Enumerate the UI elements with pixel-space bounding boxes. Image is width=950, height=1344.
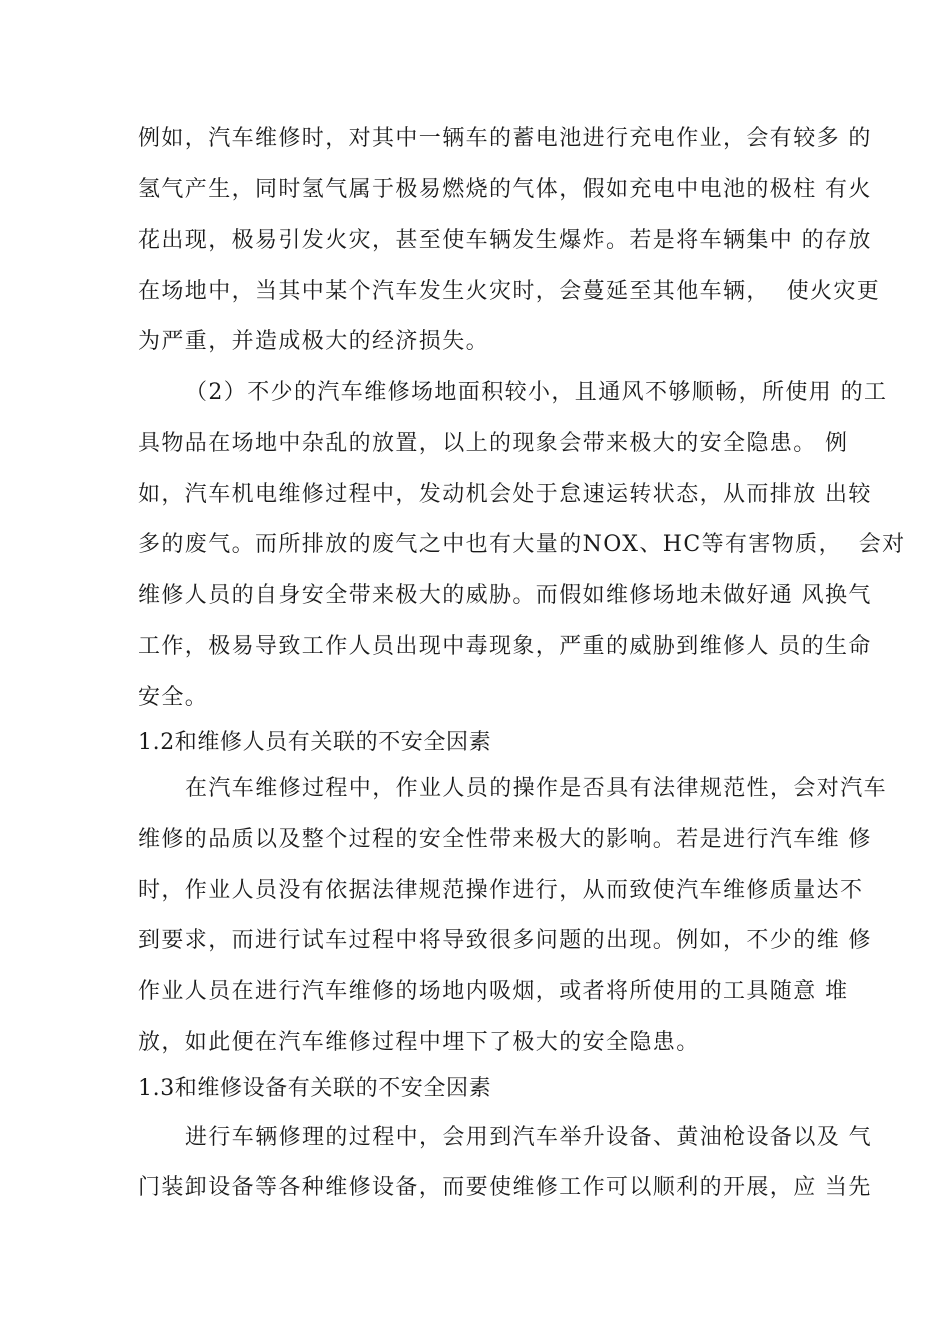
text-line: 例如，汽车维修时，对其中一辆车的蓄电池进行充电作业，会有较多 的 bbox=[138, 126, 872, 151]
section-heading-1-2: 1.2和维修人员有关联的不安全因素 bbox=[138, 730, 492, 755]
text-line: 为严重，并造成极大的经济损失。 bbox=[138, 329, 490, 354]
text-line: 工作，极易导致工作人员出现中毒现象，严重的威胁到维修人 员的生命 bbox=[138, 634, 872, 659]
text-line: 花出现，极易引发火灾，甚至使车辆发生爆炸。若是将车辆集中 的存放 bbox=[138, 228, 872, 253]
text-line: 如，汽车机电维修过程中，发动机会处于怠速运转状态，从而排放 出较 bbox=[138, 482, 872, 507]
section-heading-1-3: 1.3和维修设备有关联的不安全因素 bbox=[138, 1076, 492, 1101]
text-line: 安全。 bbox=[138, 685, 209, 710]
text-line: 具物品在场地中杂乱的放置，以上的现象会带来极大的安全隐患。 例 bbox=[138, 431, 849, 456]
text-line: 多的废气。而所排放的废气之中也有大量的NOX、HC等有害物质， 会对 bbox=[138, 532, 906, 557]
text-line: 氢气产生，同时氢气属于极易燃烧的气体，假如充电中电池的极柱 有火 bbox=[138, 177, 872, 202]
text-line: 到要求，而进行试车过程中将导致很多问题的出现。例如，不少的维 修 bbox=[138, 928, 872, 953]
text-line: 维修的品质以及整个过程的安全性带来极大的影响。若是进行汽车维 修 bbox=[138, 827, 872, 852]
text-line: 维修人员的自身安全带来极大的威胁。而假如维修场地未做好通 风换气 bbox=[138, 583, 872, 608]
text-line: 在场地中，当其中某个汽车发生火灾时，会蔓延至其他车辆， 使火灾更 bbox=[138, 279, 881, 304]
text-line: 进行车辆修理的过程中，会用到汽车举升设备、黄油枪设备以及 气 bbox=[185, 1125, 872, 1150]
text-line: 在汽车维修过程中，作业人员的操作是否具有法律规范性，会对汽车 bbox=[185, 776, 888, 801]
text-line: 放，如此便在汽车维修过程中埋下了极大的安全隐患。 bbox=[138, 1030, 700, 1055]
text-line: 门装卸设备等各种维修设备，而要使维修工作可以顺利的开展，应 当先 bbox=[138, 1175, 872, 1200]
text-line: （2）不少的汽车维修场地面积较小，且通风不够顺畅，所使用 的工 bbox=[185, 380, 888, 405]
text-line: 时，作业人员没有依据法律规范操作进行，从而致使汽车维修质量达不 bbox=[138, 878, 864, 903]
text-line: 作业人员在进行汽车维修的场地内吸烟，或者将所使用的工具随意 堆 bbox=[138, 979, 849, 1004]
